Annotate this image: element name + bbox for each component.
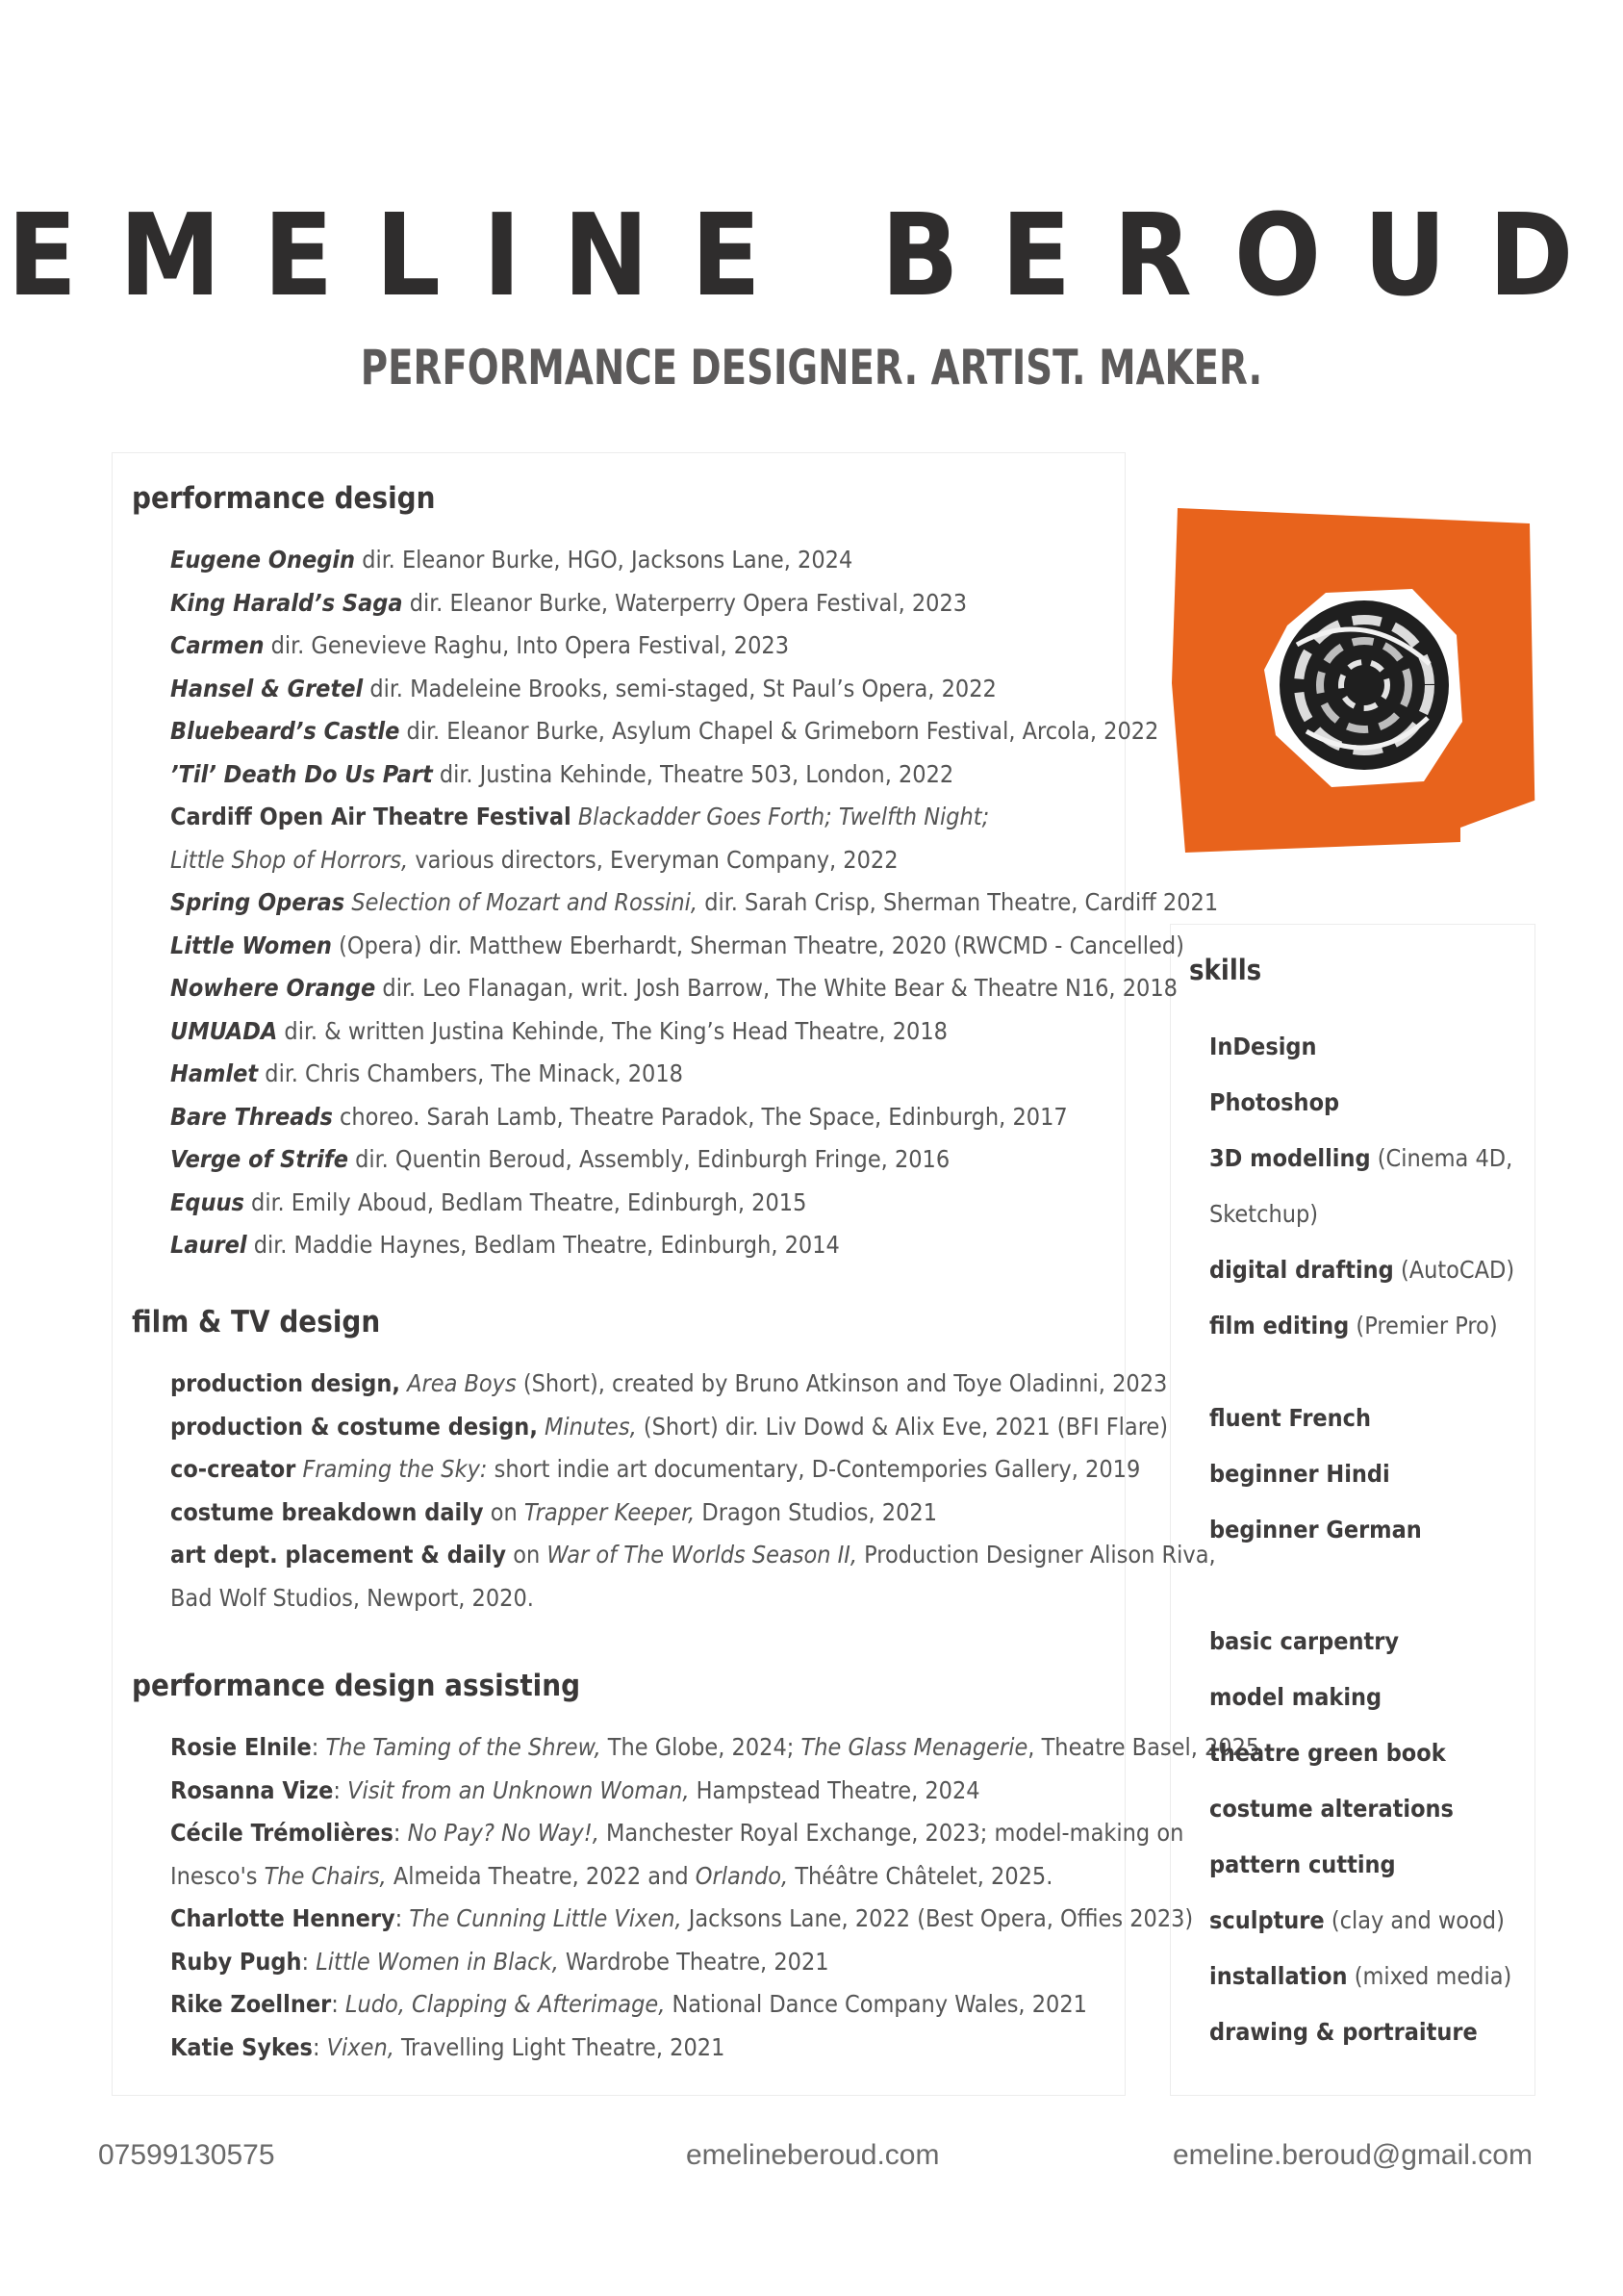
entry-role: Charlotte Hennery (170, 1904, 395, 1932)
skill-item (1209, 1139, 1512, 1178)
list-item (170, 839, 1113, 881)
language-name: beginner German (1209, 1516, 1422, 1543)
skill-name: film editing (1209, 1312, 1350, 1339)
entry-detail: Wardrobe Theatre, 2021 (558, 1948, 829, 1976)
skill-item (1209, 1957, 1511, 1996)
entry-italic: War of The Worlds Season II, (546, 1541, 858, 1569)
work-title: UMUADA (170, 1017, 278, 1045)
entry-role: Rosanna Vize (170, 1776, 334, 1804)
work-title: Little Women (170, 931, 332, 959)
artwork-image (1172, 500, 1539, 866)
work-title: King Harald’s Saga (170, 589, 403, 617)
list-item (170, 881, 1219, 924)
work-title: Carmen (170, 631, 265, 659)
entry-detail: : (394, 1904, 410, 1932)
entry-detail: dir. Quentin Beroud, Assembly, Edinburgh Fringe, 2016 (347, 1145, 951, 1173)
skill-detail: (AutoCAD) (1393, 1256, 1515, 1284)
entry-italic: No Pay? No Way!, (407, 1819, 599, 1847)
language-item (1209, 1399, 1371, 1438)
skill-name: theatre green book (1209, 1739, 1446, 1767)
entry-detail: on (506, 1541, 547, 1569)
list-item (170, 582, 1113, 625)
list-item (170, 1492, 1113, 1534)
list-item (170, 925, 1184, 967)
skill-detail: (Premier Pro) (1349, 1312, 1498, 1339)
entry-detail: Inesco's (170, 1862, 265, 1890)
entry-detail: dir. Justina Kehinde, Theatre 503, London, 2022 (432, 760, 954, 788)
entry-detail: : (312, 2033, 327, 2061)
entry-detail: National Dance Company Wales, 2021 (665, 1990, 1087, 2018)
work-title: Spring Operas (170, 888, 345, 916)
work-title: Nowhere Orange (170, 974, 376, 1002)
entry-role: Rike Zoellner (170, 1990, 332, 2018)
skill-name: Photoshop (1209, 1088, 1340, 1116)
entry-detail: Manchester Royal Exchange, 2023; model-making on (598, 1819, 1184, 1847)
entry-detail: (Opera) dir. Matthew Eberhardt, Sherman Theatre, 2020 (RWCMD - Cancelled) (331, 931, 1184, 959)
entry-detail: (Short) dir. Liv Dowd & Alix Eve, 2021 (BFI Flare) (636, 1413, 1169, 1441)
entry-detail: dir. Madeleine Brooks, semi-staged, St Paul’s Opera, 2022 (363, 675, 997, 702)
entry-detail: short indie art documentary, D-Contempories Gallery, 2019 (487, 1455, 1141, 1483)
contact-phone: 07599130575 (98, 2139, 275, 2171)
list-item (170, 2027, 1113, 2069)
list-item (170, 539, 1113, 581)
entry-detail: : (331, 1990, 345, 2018)
entry-italic: Area Boys (399, 1369, 517, 1397)
skill-name: sculpture (1209, 1906, 1325, 1934)
list-item (170, 1224, 1113, 1266)
skill-detail: (mixed media) (1347, 1962, 1512, 1990)
entry-detail: dir. Genevieve Raghu, Into Opera Festival, 2023 (264, 631, 790, 659)
work-title: Bluebeard’s Castle (170, 717, 400, 745)
entry-detail: dir. Chris Chambers, The Minack, 2018 (258, 1059, 683, 1087)
skill-item (1209, 1678, 1382, 1717)
skill-item (1209, 1251, 1514, 1289)
entry-italic: Ludo, Clapping & Afterimage, (344, 1990, 666, 2018)
entry-role: production design, (170, 1369, 400, 1397)
artwork-dark-swirl (1280, 600, 1449, 770)
list-item (170, 1770, 1113, 1812)
work-title: Hansel & Gretel (170, 675, 364, 702)
entry-detail: dir. Eleanor Burke, Waterperry Opera Festival, 2023 (402, 589, 968, 617)
entry-detail: dir. Emily Aboud, Bedlam Theatre, Edinburgh, 2015 (243, 1188, 807, 1216)
entry-detail: (Short), created by Bruno Atkinson and Toye Oladinni, 2023 (516, 1369, 1168, 1397)
skill-detail: (clay and wood) (1324, 1906, 1505, 1934)
entry-role: Katie Sykes (170, 2033, 313, 2061)
list-item (170, 1182, 1113, 1224)
list-item (170, 1941, 1113, 1983)
skill-item (1209, 1028, 1317, 1066)
contact-website[interactable]: emelineberoud.com (686, 2139, 940, 2171)
entry-detail: Travelling Light Theatre, 2021 (393, 2033, 725, 2061)
skill-item (1209, 1195, 1318, 1234)
entry-detail: dir. Leo Flanagan, writ. Josh Barrow, The White Bear & Theatre N16, 2018 (375, 974, 1178, 1002)
entry-detail: dir. Maddie Haynes, Bedlam Theatre, Edinburgh, 2014 (246, 1231, 840, 1259)
entry-detail: on (483, 1498, 524, 1526)
skill-item (1209, 1307, 1498, 1345)
entry-role: art dept. placement & daily (170, 1541, 507, 1569)
entry-italic: Vixen, (326, 2033, 394, 2061)
entry-detail: choreo. Sarah Lamb, Theatre Paradok, The Space, Edinburgh, 2017 (332, 1103, 1068, 1131)
entry-detail: Théâtre Châtelet, 2025. (788, 1862, 1053, 1890)
work-title: Laurel (170, 1231, 247, 1259)
language-item (1209, 1511, 1422, 1549)
entry-detail: Hampstead Theatre, 2024 (689, 1776, 980, 1804)
entry-role: Ruby Pugh (170, 1948, 302, 1976)
skill-name: InDesign (1209, 1033, 1317, 1060)
skill-name: pattern cutting (1209, 1850, 1396, 1878)
skills-title: skills (1189, 954, 1262, 986)
page-subtitle: PERFORMANCE DESIGNER. ARTIST. MAKER. (360, 340, 1263, 395)
section-title-film-tv: film & TV design (132, 1305, 381, 1339)
skill-item (1209, 1846, 1396, 1884)
entry-role: Cécile Trémolières (170, 1819, 393, 1847)
list-item (170, 753, 1113, 796)
entry-detail: dir. & written Justina Kehinde, The King’s Head Theatre, 2018 (277, 1017, 948, 1045)
contact-email[interactable]: emeline.beroud@gmail.com (1173, 2139, 1533, 2171)
section-title-assisting: performance design assisting (132, 1669, 581, 1703)
work-title: ’Til’ Death Do Us Part (170, 760, 433, 788)
list-item (170, 1363, 1168, 1405)
list-item (170, 796, 1113, 838)
entry-italic: Visit from an Unknown Woman, (347, 1776, 690, 1804)
skill-name: 3D modelling (1209, 1144, 1371, 1172)
skill-name: digital drafting (1209, 1256, 1394, 1284)
entry-detail: , Theatre Basel, 2025 (1027, 1733, 1260, 1761)
entry-italic: Little Shop of Horrors, (170, 846, 409, 874)
skill-item (1209, 1084, 1339, 1122)
entry-detail: Jacksons Lane, 2022 (Best Opera, Offies 2023) (681, 1904, 1194, 1932)
entry-detail: : (311, 1733, 326, 1761)
entry-italic: The Cunning Little Vixen, (409, 1904, 682, 1932)
list-item (170, 668, 1113, 710)
skill-item (1209, 1790, 1454, 1828)
entry-detail: dir. Eleanor Burke, Asylum Chapel & Grimeborn Festival, Arcola, 2022 (399, 717, 1159, 745)
list-item (170, 1726, 1260, 1769)
list-item (170, 1448, 1141, 1491)
language-name: beginner Hindi (1209, 1460, 1390, 1488)
work-title: Hamlet (170, 1059, 259, 1087)
entry-italic: Orlando, (695, 1862, 789, 1890)
language-name: fluent French (1209, 1404, 1372, 1432)
list-item (170, 1053, 1113, 1095)
entry-detail: : (301, 1948, 317, 1976)
list-item (170, 1855, 1113, 1898)
skill-item (1209, 2013, 1478, 2052)
entry-role: production & costume design, (170, 1413, 538, 1441)
work-title: Verge of Strife (170, 1145, 348, 1173)
list-item (170, 1534, 1216, 1576)
list-item (170, 710, 1159, 753)
entry-detail: dir. Eleanor Burke, HGO, Jacksons Lane, 2024 (355, 546, 853, 574)
section-title-performance-design: performance design (132, 481, 436, 516)
skill-name: costume alterations (1209, 1795, 1454, 1823)
entry-detail: Production Designer Alison Riva, (857, 1541, 1216, 1569)
entry-role: co-creator (170, 1455, 296, 1483)
skill-name: installation (1209, 1962, 1348, 1990)
entry-role: Rosie Elnile (170, 1733, 312, 1761)
skill-name: model making (1209, 1683, 1382, 1711)
entry-italic: Selection of Mozart and Rossini, (344, 888, 698, 916)
work-title: Cardiff Open Air Theatre Festival (170, 803, 571, 830)
entry-detail: Almeida Theatre, 2022 and (386, 1862, 696, 1890)
skill-item (1209, 1622, 1399, 1661)
entry-detail: : (333, 1776, 348, 1804)
entry-detail: dir. Sarah Crisp, Sherman Theatre, Cardiff 2021 (697, 888, 1219, 916)
list-item (170, 1010, 1113, 1053)
skill-item (1209, 1901, 1505, 1940)
entry-detail: Dragon Studios, 2021 (695, 1498, 938, 1526)
list-item (170, 1577, 1113, 1620)
entry-italic: Little Women in Black, (316, 1948, 559, 1976)
entry-role: costume breakdown daily (170, 1498, 484, 1526)
language-item (1209, 1455, 1390, 1493)
skill-item (1209, 1734, 1446, 1773)
work-title: Equus (170, 1188, 244, 1216)
list-item (170, 1138, 1113, 1181)
list-item (170, 1812, 1184, 1854)
entry-detail: The Globe, 2024; (600, 1733, 801, 1761)
entry-italic: Blackadder Goes Forth; Twelfth Night; (571, 803, 990, 830)
work-title: Eugene Onegin (170, 546, 356, 574)
list-item (170, 967, 1178, 1009)
entry-italic: The Taming of the Shrew, (325, 1733, 601, 1761)
entry-detail: : (393, 1819, 408, 1847)
list-item (170, 625, 1113, 667)
list-item (170, 1096, 1113, 1138)
entry-italic: Framing the Sky: (295, 1455, 488, 1483)
skill-detail: (Cinema 4D, (1370, 1144, 1513, 1172)
entry-detail: Bad Wolf Studios, Newport, 2020. (170, 1584, 534, 1612)
skill-name: basic carpentry (1209, 1627, 1400, 1655)
list-item (170, 1406, 1169, 1448)
entry-italic: Minutes, (537, 1413, 637, 1441)
list-item (170, 1898, 1194, 1940)
entry-italic: Trapper Keeper, (523, 1498, 696, 1526)
entry-italic: The Glass Menagerie (800, 1733, 1028, 1761)
page-title: EMELINE BEROUD (7, 189, 1616, 321)
entry-italic: The Chairs, (264, 1862, 387, 1890)
work-title: Bare Threads (170, 1103, 333, 1131)
skill-name: drawing & portraiture (1209, 2018, 1478, 2046)
entry-detail: various directors, Everyman Company, 2022 (408, 846, 899, 874)
list-item (170, 1983, 1113, 2026)
skill-detail: Sketchup) (1209, 1200, 1319, 1228)
